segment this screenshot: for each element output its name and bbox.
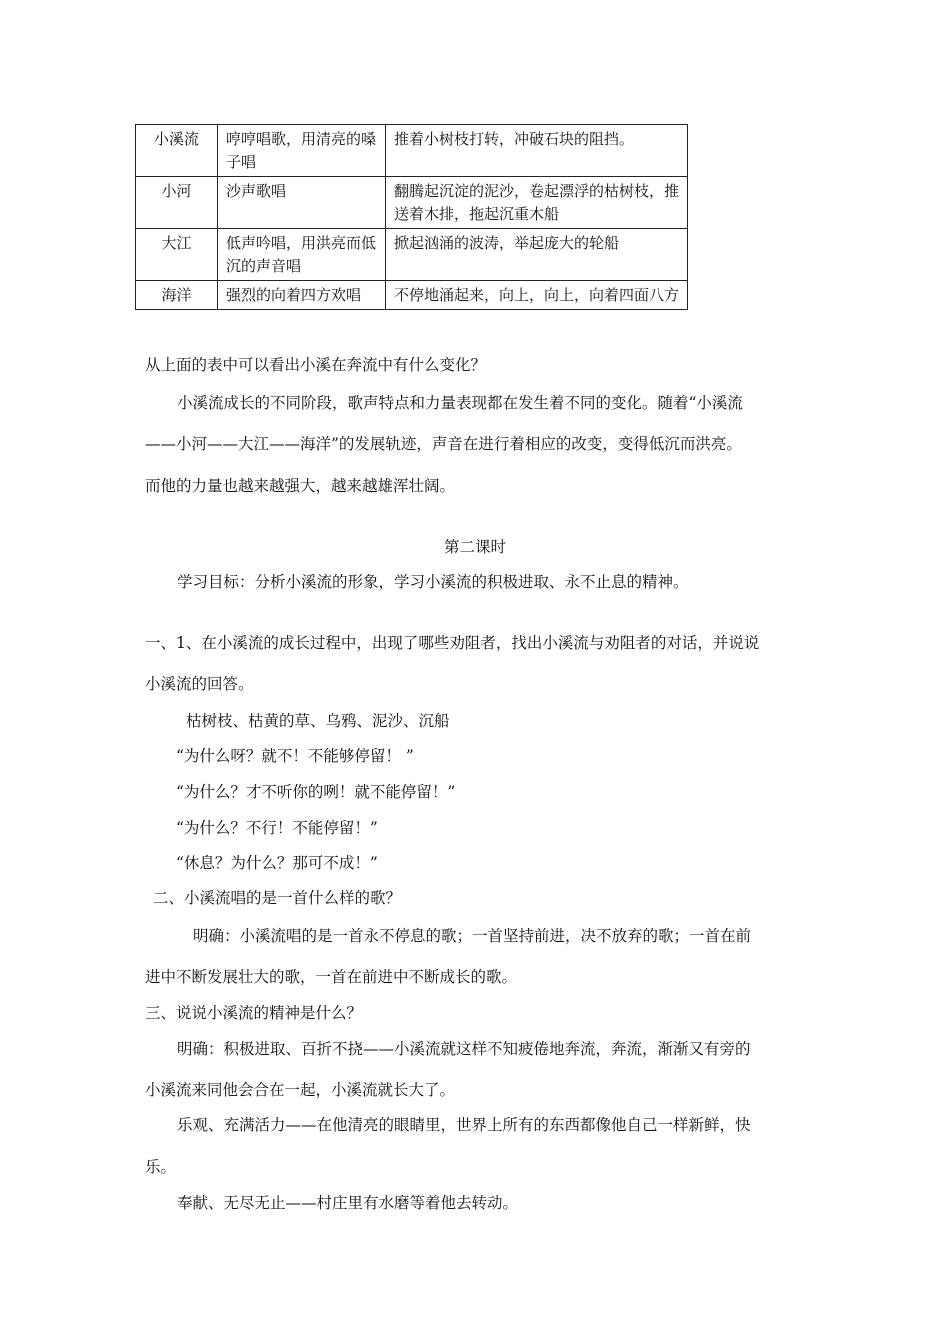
- list-item: 枯树枝、枯黄的草、乌鸦、泥沙、沉船: [186, 712, 450, 730]
- question-text: 一、1、在小溪流的成长过程中，出现了哪些劝阻者，找出小溪流与劝阻者的对话，并说说: [145, 634, 760, 652]
- voice-cell: 强烈的向着四方欢唱: [218, 281, 386, 310]
- learning-goal: 学习目标：分析小溪流的形象，学习小溪流的积极进取、永不止息的精神。: [177, 573, 689, 591]
- power-cell: 不停地涌起来，向上，向上，向着四面八方: [386, 281, 688, 310]
- stage-cell: 小溪流: [136, 125, 218, 177]
- table-row: [136, 125, 688, 177]
- answer-text: 乐观、充满活力——在他清亮的眼睛里，世界上所有的东西都像他自己一样新鲜，快: [177, 1116, 751, 1134]
- question-text: 从上面的表中可以看出小溪在奔流中有什么变化？: [145, 356, 487, 374]
- power-cell: 推着小树枝打转，冲破石块的阻挡。: [386, 125, 688, 177]
- quote-line: “为什么？才不听你的咧！就不能停留！”: [176, 783, 456, 801]
- stage-cell: 大江: [136, 229, 218, 281]
- quote-line: “为什么呀？就不！不能够停留！ ”: [176, 747, 414, 765]
- answer-text: 乐。: [145, 1158, 177, 1176]
- answer-text: 小溪流来同他会合在一起，小溪流就长大了。: [145, 1081, 456, 1099]
- table-row: [136, 229, 688, 281]
- stage-cell: 海洋: [136, 281, 218, 310]
- table-row: [136, 177, 688, 229]
- voice-cell: 哼哼唱歌，用清亮的嗓子唱: [218, 125, 386, 177]
- voice-cell: 低声吟唱，用洪亮而低沉的声音唱: [218, 229, 386, 281]
- answer-text: 进中不断发展壮大的歌，一首在前进中不断成长的歌。: [145, 968, 518, 986]
- answer-text: 明确：小溪流唱的是一首永不停息的歌；一首坚持前进，决不放弃的歌；一首在前: [193, 927, 752, 945]
- question-text: 二、小溪流唱的是一首什么样的歌？: [153, 889, 402, 907]
- question-text: 三、说说小溪流的精神是什么？: [145, 1004, 363, 1022]
- section-heading: 第二课时: [443, 538, 506, 556]
- stage-cell: 小河: [136, 177, 218, 229]
- body-text: ——小河——大江——海洋”的发展轨迹，声音在进行着相应的改变，变得低沉而洪亮。: [145, 435, 742, 453]
- power-cell: 掀起汹涌的波涛，举起庞大的轮船: [386, 229, 688, 281]
- answer-text: 明确：积极进取、百折不挠——小溪流就这样不知疲倦地奔流，奔流，渐渐又有旁的: [177, 1040, 751, 1058]
- quote-line: “为什么？不行！不能停留！”: [176, 819, 378, 837]
- stage-comparison-table: [135, 124, 688, 310]
- power-cell: 翻腾起沉淀的泥沙，卷起漂浮的枯树枝，推送着木排，拖起沉重木船: [386, 177, 688, 229]
- table-row: [136, 281, 688, 310]
- body-text: 而他的力量也越来越强大，越来越雄浑壮阔。: [145, 477, 456, 495]
- voice-cell: 沙声歌唱: [218, 177, 386, 229]
- answer-text: 奉献、无尽无止——村庄里有水磨等着他去转动。: [177, 1194, 519, 1212]
- body-text: 小溪流成长的不同阶段，歌声特点和力量表现都在发生着不同的变化。随着“小溪流: [177, 394, 743, 412]
- question-text: 小溪流的回答。: [145, 675, 254, 693]
- quote-line: “休息？为什么？那可不成！”: [176, 854, 378, 872]
